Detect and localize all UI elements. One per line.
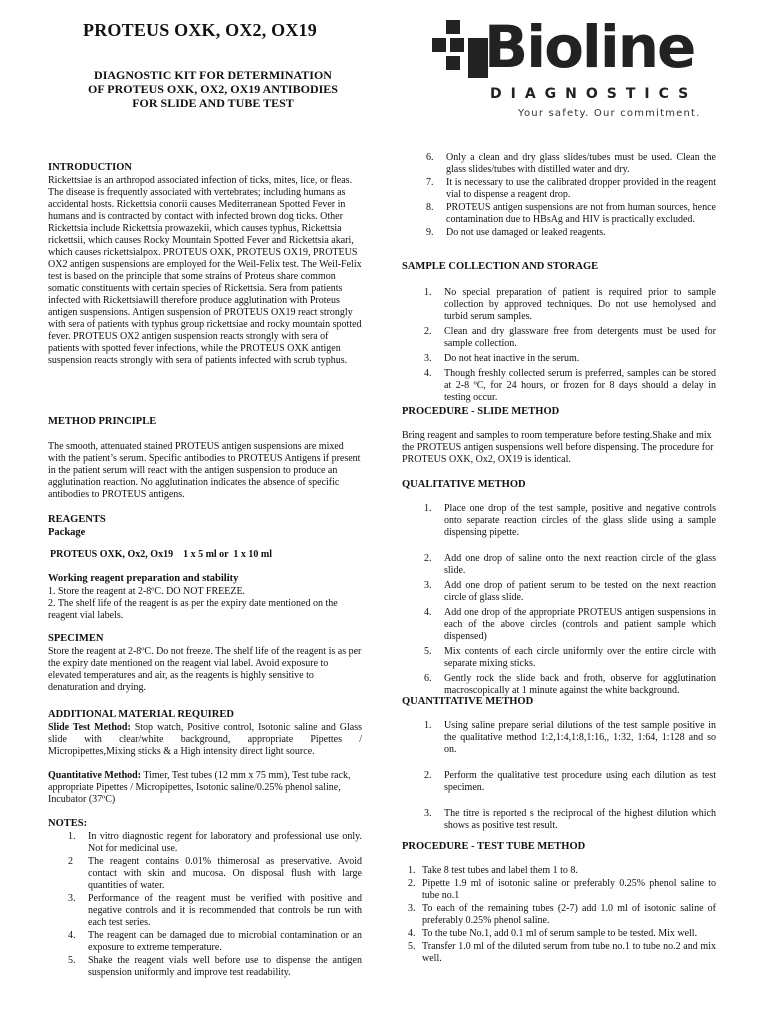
- list-number: 3.: [408, 903, 416, 914]
- list-text: Add one drop of patient serum to be tested on the next reaction circle of glass slide.: [444, 580, 716, 603]
- subtitle-line: DIAGNOSTIC KIT FOR DETERMINATION: [94, 68, 332, 82]
- list-item: [402, 580, 716, 604]
- list-number: 3.: [424, 808, 432, 819]
- list-number: 2.: [424, 326, 432, 337]
- list-item: [402, 227, 716, 239]
- quant-material-label: Quantitative Method:: [48, 770, 142, 781]
- list-item: [48, 955, 362, 979]
- slide-procedure-text: Bring reagent and samples to room temperature before testing.Shake and mix the PROTEUS antigen suspensions well before dispensing. The procedure for PROTEUS OXK, Ox2, OX19 is identical.: [402, 430, 714, 465]
- list-item: [402, 673, 716, 697]
- list-item: [402, 287, 716, 323]
- package-label: Package: [48, 527, 86, 538]
- list-item: [402, 553, 716, 577]
- list-text: No special preparation of patient is required prior to sample collection by approved techniques. Do not use hemolysed and turbid serum samples.: [444, 287, 716, 322]
- list-item: [402, 808, 716, 832]
- section-heading: NOTES:: [48, 818, 88, 829]
- specimen-section: [48, 633, 362, 694]
- list-item: [402, 941, 716, 965]
- list-number: 1.: [424, 720, 432, 731]
- list-item: [48, 831, 362, 855]
- notes-list: [48, 831, 362, 979]
- list-number: 5.: [68, 955, 76, 966]
- tube-procedure-section: [402, 841, 716, 966]
- introduction-section: [48, 162, 362, 367]
- section-heading: QUALITATIVE METHOD: [402, 479, 526, 490]
- list-item: [402, 878, 716, 902]
- list-text: To the tube No.1, add 0.1 ml of serum sample to be tested. Mix well.: [422, 928, 698, 939]
- list-text: Only a clean and dry glass slides/tubes must be used. Clean the glass slides/tubes with distilled water and dry.: [446, 152, 716, 175]
- reagents-section: [48, 514, 362, 561]
- list-item: [402, 903, 716, 927]
- list-item: [402, 928, 716, 940]
- list-item: [402, 368, 716, 404]
- section-heading: QUANTITATIVE METHOD: [402, 696, 534, 707]
- list-number: 3.: [68, 893, 76, 904]
- list-text: Take 8 test tubes and label them 1 to 8.: [422, 865, 578, 876]
- logo-wordmark: Bioline: [484, 13, 695, 81]
- slide-material-text: [48, 722, 362, 758]
- list-text: Gently rock the slide back and froth, observe for agglutination macroscopically at 1 minute against the white background.: [444, 673, 716, 696]
- subtitle-line: FOR SLIDE AND TUBE TEST: [132, 96, 294, 110]
- introduction-text: Rickettsiae is an arthropod associated infection of ticks, mites, lice, or fleas. The disease is frequently associated with vertebrates; including humans as accidental hosts. Rickettsia conorii causes Mediterranean Spotted Fever in humans and is contracted by contact with infected brown dog ticks. Other Rickettsia include Rickettsia prowazekii, which causes typhus, Rickettsia rickettsii, which causes Rocky Mountain Spotted Fever and Rickettsia akari, which causes rickettsialpox. PROTEUS OXK, PROTEUS OX19, PROTEUS OX2 antigen suspensions are employed for the Weil-Felix test. The Weil-Felix test is based on the principle that some strains of Proteus share common somatic constituents with certain species of Rickettsia. Sera from patients infected with Rickettsiawill therefore produce agglutination with Proteus antigen suspensions. Antigen suspension of PROTEUS OX19 react strongly with sera of patients with typhus group rickettsiae and rocky mountain spotted fever. PROTEUS OX2 antigen suspension reacts strongly with sera of patients with spotted fever infections, while the PROTEUS OXK antigen suspension reacts strongly with sera of patients infected with scrub typhus.: [48, 175, 362, 366]
- list-text: Add one drop of the appropriate PROTEUS antigen suspensions in each of the above circles (controls and patient sample which dispensed): [444, 607, 716, 642]
- quant-material-body: Timer, Test tubes (12 mm x 75 mm), Test tube rack, appropriate Pipettes / Micropipettes, Isotonic saline/0.25% phenol saline, Incubator (37ºC): [48, 770, 351, 805]
- sample-collection-section: [402, 261, 716, 407]
- list-item: [402, 326, 716, 350]
- list-number: 4.: [408, 928, 416, 939]
- method-principle-text: The smooth, attenuated stained PROTEUS antigen suspensions are mixed with the patient’s serum. Specific antibodies to PROTEUS Antigens if present in the patient serum will react with the antigen suspension to produce an agglutination reaction. No agglutination indicates the absence of specific antibodies to PROTEUS antigens.: [48, 441, 361, 500]
- list-text: Using saline prepare serial dilutions of the test sample positive in the qualitative method 1:2,1:4,1:8,1:16,, 1:32, 1:64, 1:128 and so on.: [444, 720, 716, 755]
- method-principle-section: [48, 416, 362, 501]
- list-text: PROTEUS antigen suspensions are not from human sources, hence contamination due to HBsAg and HIV is practically excluded.: [446, 202, 716, 225]
- list-text: Shake the reagent vials well before use to dispense the antigen suspension uniformly and improve test readability.: [88, 955, 362, 978]
- list-number: 7.: [426, 177, 434, 188]
- list-number: 1.: [408, 865, 416, 876]
- list-text: The titre is reported s the reciprocal of the highest dilution which shows as positive test result.: [444, 808, 716, 831]
- document-title: PROTEUS OXK, OX2, OX19: [83, 20, 317, 40]
- logo-tagline: Your safety. Our commitment.: [518, 108, 701, 119]
- list-number: 5.: [424, 646, 432, 657]
- list-text: Do not use damaged or leaked reagents.: [446, 227, 606, 238]
- logo-cross-icon: [432, 20, 490, 78]
- quantitative-method-section: [402, 696, 716, 835]
- section-heading: SAMPLE COLLECTION AND STORAGE: [402, 261, 599, 272]
- list-text: Pipette 1.9 ml of isotonic saline or preferably 0.25% phenol saline to tube no.1: [422, 878, 716, 901]
- section-heading: ADDITIONAL MATERIAL REQUIRED: [48, 709, 234, 720]
- list-item: [402, 865, 716, 877]
- bioline-logo: [430, 14, 720, 124]
- list-number: 2.: [408, 878, 416, 889]
- list-number: 4.: [424, 368, 432, 379]
- section-heading: REAGENTS: [48, 514, 106, 525]
- section-heading: SPECIMEN: [48, 633, 104, 644]
- list-number: 8.: [426, 202, 434, 213]
- list-number: 5.: [408, 941, 416, 952]
- list-number: 2.: [424, 553, 432, 564]
- list-number: 1.: [424, 503, 432, 514]
- sample-list: [402, 287, 716, 404]
- working-line: 1. Store the reagent at 2-8ºC. DO NOT FREEZE.: [48, 586, 246, 597]
- list-number: 6.: [426, 152, 434, 163]
- list-text: Transfer 1.0 ml of the diluted serum from tube no.1 to tube no.2 and mix well.: [422, 941, 716, 964]
- list-number: 3.: [424, 353, 432, 364]
- package-line: PROTEUS OXK, Ox2, Ox19 1 x 5 ml or 1 x 10 ml: [50, 549, 273, 560]
- list-number: 6.: [424, 673, 432, 684]
- list-number: 3.: [424, 580, 432, 591]
- list-item: [402, 177, 716, 201]
- section-heading: PROCEDURE - SLIDE METHOD: [402, 406, 560, 417]
- document-subtitle: [48, 68, 378, 110]
- list-number: 4.: [68, 930, 76, 941]
- slide-procedure-section: [402, 406, 716, 466]
- list-item: [402, 152, 716, 176]
- slide-material-label: Slide Test Method:: [48, 722, 131, 733]
- list-text: Mix contents of each circle uniformly over the entire circle with separate mixing sticks.: [444, 646, 716, 669]
- working-line: 2. The shelf life of the reagent is as per the expiry date mentioned on the reagent vial labels.: [48, 598, 338, 621]
- list-text: In vitro diagnostic regent for laboratory and professional use only. Not for medicinal use.: [88, 831, 362, 854]
- notes-continued-list: [402, 152, 716, 239]
- list-item: [402, 770, 716, 794]
- list-text: Performance of the reagent must be verified with positive and negative controls and it is recommended that controls be run with each test series.: [88, 893, 362, 928]
- quant-material-text: [48, 770, 362, 806]
- list-number: 4.: [424, 607, 432, 618]
- list-item: [48, 930, 362, 954]
- list-item: [402, 353, 716, 365]
- notes-continued-section: [402, 152, 716, 240]
- list-text: Perform the qualitative test procedure using each dilution as test specimen.: [444, 770, 716, 793]
- list-text: The reagent contains 0.01% thimerosal as preservative. Avoid contact with skin and mucosa. On disposal flush with large quantities of water.: [88, 856, 362, 891]
- section-heading: METHOD PRINCIPLE: [48, 416, 157, 427]
- list-text: The reagent can be damaged due to microbial contamination or an exposure to extreme temperature.: [88, 930, 362, 953]
- list-item: [48, 856, 362, 892]
- list-text: Place one drop of the test sample, positive and negative controls onto separate reaction circles of the glass slide using a sample dispensing pipette.: [444, 503, 716, 538]
- qualitative-list: [402, 503, 716, 697]
- additional-material-section: [48, 709, 362, 806]
- list-number: 1.: [424, 287, 432, 298]
- list-item: [402, 646, 716, 670]
- list-number: 1.: [68, 831, 76, 842]
- list-text: Do not heat inactive in the serum.: [444, 353, 580, 364]
- working-reagent-section: [48, 573, 362, 622]
- list-item: [48, 893, 362, 929]
- notes-section: [48, 818, 362, 980]
- quantitative-list: [402, 720, 716, 832]
- list-number: 9.: [426, 227, 434, 238]
- list-text: Clean and dry glassware free from detergents must be used for sample collection.: [444, 326, 716, 349]
- specimen-text: Store the reagent at 2-8ºC. Do not freeze. The shelf life of the reagent is as per the expiry date mentioned on the reagent vial label. Avoid exposure to elevated temperatures and air, as the reagents is highly sensitive to denaturation and drying.: [48, 646, 362, 693]
- list-item: [402, 607, 716, 643]
- section-heading: PROCEDURE - TEST TUBE METHOD: [402, 841, 586, 852]
- list-item: [402, 202, 716, 226]
- qualitative-method-section: [402, 479, 716, 700]
- slide-material-body: Stop watch, Positive control, Isotonic saline and Glass slide with clear/white background, appropriate Pipettes / Micropipettes,Mixing sticks & a High intensity direct light source.: [48, 722, 362, 757]
- tube-procedure-list: [402, 865, 716, 965]
- list-item: [402, 720, 716, 756]
- list-number: 2.: [424, 770, 432, 781]
- list-text: Though freshly collected serum is preferred, samples can be stored at 2-8 ºC, for 24 hours, or frozen for 8 days should a delay in testing occur.: [444, 368, 716, 403]
- section-heading: Working reagent preparation and stability: [48, 573, 239, 584]
- subtitle-line: OF PROTEUS OXK, OX2, OX19 ANTIBODIES: [88, 82, 338, 96]
- list-item: [402, 503, 716, 539]
- list-text: To each of the remaining tubes (2-7) add 1.0 ml of isotonic saline of preferably 0.25% phenol saline.: [422, 903, 716, 926]
- list-text: It is necessary to use the calibrated dropper provided in the reagent vial to dispense a reagent drop.: [446, 177, 716, 200]
- logo-subtitle: DIAGNOSTICS: [490, 86, 698, 102]
- list-text: Add one drop of saline onto the next reaction circle of the glass slide.: [444, 553, 716, 576]
- list-number: 2: [68, 856, 73, 867]
- section-heading: INTRODUCTION: [48, 162, 133, 173]
